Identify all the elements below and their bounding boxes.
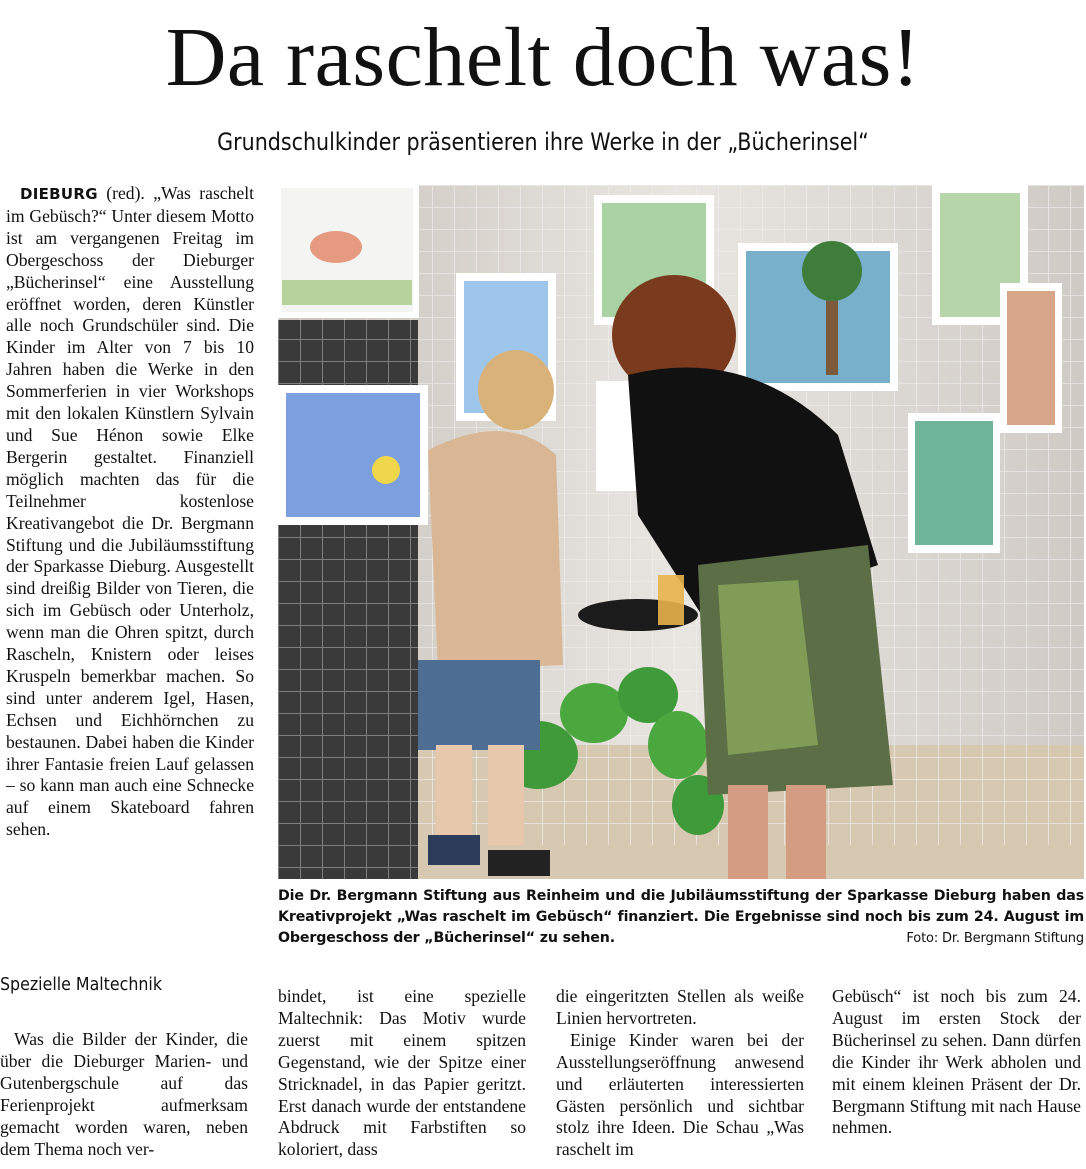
paragraph: die eingeritzten Stellen als weiße Linien hervortreten.: [556, 986, 804, 1028]
paragraph: bindet, ist eine spezielle Maltechnik: Das Motiv wurde zuerst mit einem spitzen Gegenstand, wie der Spitze einer Stricknadel, in das Papier geritzt. Erst danach wurde der entstandene Abdruck mit Farbstiften so koloriert, dass: [278, 986, 526, 1160]
dateline: DIEBURG: [20, 185, 98, 203]
paragraph: Einige Kinder waren bei der Ausstellungseröffnung anwesend und erläuterten interessierten Gästen persönlich und sichtbar stolz ihre Ideen. Die Schau „Was raschelt im: [556, 1029, 804, 1160]
paragraph: Was die Bilder der Kinder, die über die Dieburger Marien- und Gutenbergschule auf das Ferienprojekt aufmerksam gemacht worden waren, neben dem Thema noch ver-: [0, 1029, 248, 1159]
body-column-1: [0, 1029, 248, 1160]
paragraph: Gebüsch“ ist noch bis zum 24. August im ersten Stock der Bücherinsel zu sehen. Dann dürfen die Kinder ihr Werk abholen und mit einem kleinen Präsent der Dr. Bergmann Stiftung mit nach Hause nehmen.: [832, 986, 1081, 1138]
body-column-3: [556, 986, 804, 1161]
photo-illustration: [278, 185, 1084, 879]
body-column-2: [278, 986, 526, 1161]
caption-text: Die Dr. Bergmann Stiftung aus Reinheim und die Jubiläumsstiftung der Sparkasse Dieburg haben das Kreativprojekt „Was raschelt im Gebüsch“ finanziert. Die Ergebnisse sind noch bis zum 24. August im Obergeschoss der „Bücherinsel“ zu sehen.: [278, 888, 1084, 946]
body-column-4: [832, 986, 1081, 1139]
headline: Da raschelt doch was!: [165, 11, 921, 104]
lead-text: (red). „Was raschelt im Gebüsch?“ Unter diesem Motto ist am vergangenen Freitag im Obergeschoss der Dieburger „Bücherinsel“ eine Ausstellung eröffnet worden, deren Künstler alle noch Grundschüler sind. Die Kinder im Alter von 7 bis 10 Jahren haben die Werke in den Sommerferien in vier Workshops mit den lokalen Künstlern Sylvain und Sue Hénon sowie Elke Bergerin gestaltet. Finanziell möglich machten das für die Teilnehmer kostenlose Kreativangebot die Dr. Bergmann Stiftung und die Jubiläumsstiftung der Sparkasse Dieburg. Ausgestellt sind dreißig Bilder von Tieren, die sich im Gebüsch oder Unterholz, wenn man die Ohren spitzt, durch Rascheln, Knistern oder leises Kruspeln bemerkbar machen. So sind unter anderem Igel, Hasen, Echsen und Eichhörnchen zu bestaunen. Dabei haben die Kinder ihrer Fantasie freien Lauf gelassen – so kann man auch eine Schnecke auf einem Skateboard fahren sehen.: [6, 183, 254, 840]
exhibition-photo: [278, 185, 1084, 879]
section-heading: Spezielle Maltechnik: [0, 974, 162, 995]
lead-column: [6, 183, 254, 841]
photo-credit: Foto: Dr. Bergmann Stiftung: [906, 931, 1084, 946]
subheadline: Grundschulkinder präsentieren ihre Werke in der „Bücherinsel“: [217, 128, 869, 156]
lead-paragraph: [6, 183, 254, 841]
photo-caption: [278, 886, 1084, 949]
